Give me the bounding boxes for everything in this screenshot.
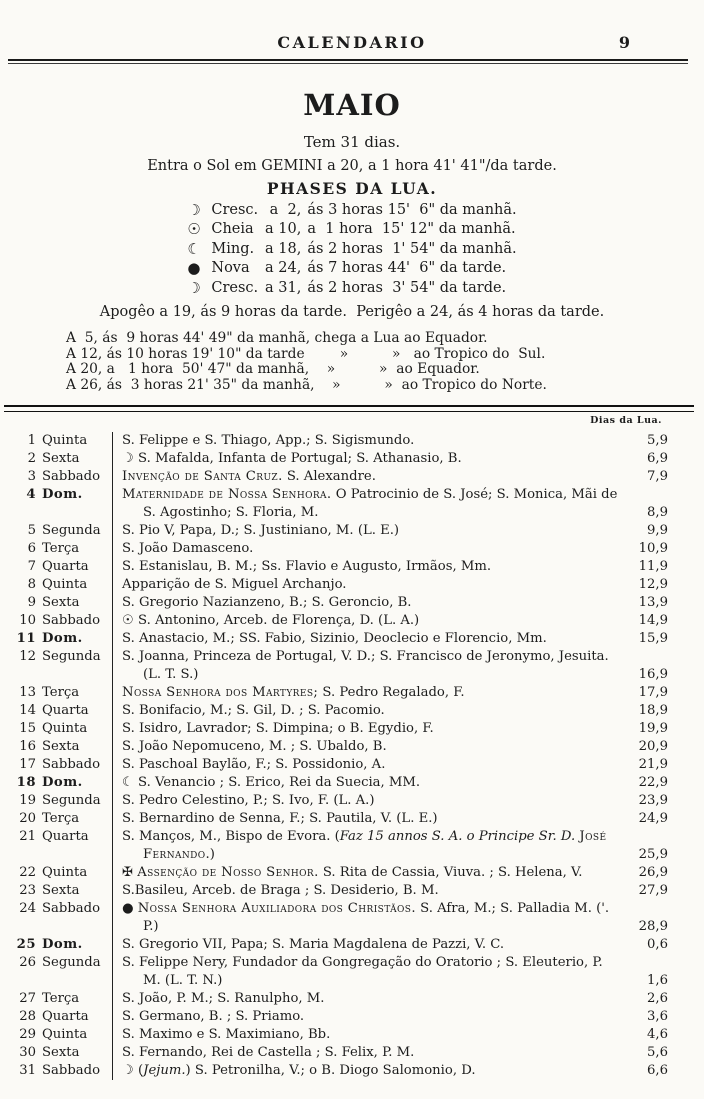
- phase-day: a 10,: [265, 221, 302, 238]
- moon-phase-line: [187, 259, 516, 278]
- calendar-row: [6, 630, 668, 648]
- calendar-row: [6, 738, 668, 756]
- moon-day-value: 2,6: [647, 991, 668, 1007]
- cross-icon: ✠: [122, 865, 138, 881]
- calendar-row: [6, 864, 668, 882]
- weekday-name: Sexta: [42, 595, 80, 611]
- table-top-rule: [4, 405, 694, 412]
- calendar-row: [6, 486, 668, 522]
- feast-description: S. Manços, M., Bispo de Evora. (Faz 15 annos S. A. o Principe Sr. D. José Fernando.): [112, 828, 624, 864]
- calendar-row: [6, 810, 668, 828]
- calendar-row: [6, 648, 668, 684]
- weekday-name: Dom.: [42, 937, 83, 953]
- lunar-position-line: A 20, a 1 hora 50' 47" da manhã, » » ao Equador.: [66, 361, 480, 378]
- moon-phases-title: PHASES DA LUA.: [266, 179, 438, 198]
- weekday-name: Sexta: [42, 1045, 80, 1061]
- calendar-row: [6, 792, 668, 810]
- running-head: [0, 0, 704, 55]
- lunar-positions-block: [66, 331, 704, 393]
- calendar-row: [6, 612, 668, 630]
- moon-day-value: 5,6: [647, 1045, 668, 1061]
- feast-description: Invenção de Santa Cruz. S. Alexandre.: [112, 468, 624, 486]
- weekday-name: Quarta: [42, 1009, 89, 1025]
- moon-day-value: 20,9: [638, 739, 668, 755]
- weekday-name: Sabbado: [42, 469, 101, 485]
- phase-time: a 1 hora 15' 12" da manhã.: [307, 221, 516, 238]
- moon-phases-list: [187, 201, 516, 298]
- calendar-table: [6, 432, 668, 1080]
- day-number: 22: [19, 865, 36, 881]
- moon-day-value: 21,9: [638, 757, 668, 773]
- waxing-crescent-moon-icon: ☽: [122, 451, 139, 467]
- moon-day-value: 15,9: [638, 631, 668, 647]
- feast-description: S. Felippe e S. Thiago, App.; S. Sigismundo.: [112, 432, 624, 450]
- moon-phase-line: [187, 201, 516, 220]
- day-number: 29: [19, 1027, 36, 1043]
- feast-description: ☽ S. Mafalda, Infanta de Portugal; S. Athanasio, B.: [112, 450, 624, 468]
- weekday-name: Dom.: [42, 631, 83, 647]
- moon-day-value: 27,9: [638, 883, 668, 899]
- day-number: 18: [16, 775, 36, 791]
- moon-day-value: 12,9: [638, 577, 668, 593]
- month-title: MAIO: [303, 88, 401, 122]
- moon-day-value: 4,6: [647, 1027, 668, 1043]
- month-days-count: Tem 31 dias.: [303, 133, 401, 151]
- phase-time: ás 2 horas 1' 54" da manhã.: [307, 240, 517, 257]
- weekday-name: Sabbado: [42, 613, 101, 629]
- day-number: 13: [19, 685, 36, 701]
- calendar-row: [6, 1008, 668, 1026]
- calendar-row: [6, 450, 668, 468]
- phase-name: Cresc.: [211, 279, 259, 296]
- new-moon-icon: ●: [122, 901, 138, 917]
- calendar-row: [6, 936, 668, 954]
- moon-phase-line: [187, 240, 516, 259]
- calendar-row: [6, 954, 668, 990]
- feast-description: S. Germano, B. ; S. Priamo.: [112, 1008, 624, 1026]
- weekday-name: Terça: [42, 811, 80, 827]
- day-number: 6: [27, 541, 36, 557]
- moon-day-value: 1,6: [647, 973, 668, 989]
- feast-description: S. Bernardino de Senna, F.; S. Pautila, V. (L. E.): [112, 810, 624, 828]
- weekday-name: Quarta: [42, 703, 89, 719]
- moon-day-value: 26,9: [638, 865, 668, 881]
- moon-phase-line: [187, 220, 516, 239]
- lunar-position-line: A 5, ás 9 horas 44' 49" da manhã, chega a Lua ao Equador.: [66, 330, 488, 347]
- weekday-name: Sexta: [42, 739, 80, 755]
- moon-day-value: 18,9: [638, 703, 668, 719]
- calendar-row: [6, 522, 668, 540]
- moon-day-value: 28,9: [638, 919, 668, 935]
- feast-description: ☾ S. Venancio ; S. Erico, Rei da Suecia, MM.: [112, 774, 624, 792]
- phase-time: ás 3 horas 15' 6" da manhã.: [307, 202, 517, 218]
- calendar-row: [6, 774, 668, 792]
- phase-day: a 31,: [265, 279, 302, 296]
- weekday-name: Terça: [42, 541, 80, 557]
- weekday-name: Quinta: [42, 1027, 88, 1043]
- day-number: 4: [26, 487, 36, 503]
- new-moon-icon: ●: [187, 259, 201, 278]
- calendar-row: [6, 576, 668, 594]
- day-number: 20: [19, 811, 36, 827]
- feast-description: S. Bonifacio, M.; S. Gil, D. ; S. Pacomio.: [112, 702, 624, 720]
- phase-name: Nova: [211, 260, 250, 277]
- day-number: 17: [19, 757, 36, 773]
- calendar-row: [6, 468, 668, 486]
- weekday-name: Sabbado: [42, 901, 101, 917]
- calendar-row: [6, 756, 668, 774]
- weekday-name: Quinta: [42, 577, 88, 593]
- weekday-name: Quinta: [42, 433, 88, 449]
- weekday-name: Sabbado: [42, 1063, 101, 1079]
- feast-description: S. Paschoal Baylão, F.; S. Possidonio, A.: [112, 756, 624, 774]
- phase-time: ás 7 horas 44' 6" da tarde.: [307, 260, 507, 277]
- day-number: 2: [27, 451, 36, 467]
- feast-description: S. Pedro Celestino, P.; S. Ivo, F. (L. A.): [112, 792, 624, 810]
- feast-description: Nossa Senhora dos Martyres; S. Pedro Regalado, F.: [112, 684, 624, 702]
- calendar-row: [6, 1062, 668, 1080]
- day-number: 3: [27, 469, 36, 485]
- weekday-name: Quarta: [42, 559, 89, 575]
- weekday-name: Sexta: [42, 451, 80, 467]
- feast-description: S. Gregorio VII, Papa; S. Maria Magdalena de Pazzi, V. C.: [112, 936, 624, 954]
- weekday-name: Segunda: [42, 649, 101, 665]
- weekday-name: Segunda: [42, 793, 101, 809]
- feast-description: Apparição de S. Miguel Archanjo.: [112, 576, 624, 594]
- day-number: 5: [27, 523, 36, 539]
- weekday-name: Segunda: [42, 523, 101, 539]
- phase-name: Cheia: [211, 221, 254, 238]
- feast-description: S. Gregorio Nazianzeno, B.; S. Geroncio, B.: [112, 594, 624, 612]
- waxing-crescent-moon-icon: ☽: [122, 1063, 139, 1079]
- feast-description: S. Estanislau, B. M.; Ss. Flavio e Augusto, Irmãos, Mm.: [112, 558, 624, 576]
- moon-day-value: 22,9: [638, 775, 668, 791]
- day-number: 7: [27, 559, 36, 575]
- phase-day: a 18,: [265, 240, 302, 257]
- moon-day-value: 19,9: [638, 721, 668, 737]
- moon-day-value: 14,9: [638, 613, 668, 629]
- feast-description: S. João, P. M.; S. Ranulpho, M.: [112, 990, 624, 1008]
- day-number: 30: [19, 1045, 36, 1061]
- moon-day-value: 11,9: [638, 559, 668, 575]
- weekday-name: Quarta: [42, 829, 89, 845]
- feast-description: S. Pio V, Papa, D.; S. Justiniano, M. (L. E.): [112, 522, 624, 540]
- sun-entry-line: Entra o Sol em GEMINI a 20, a 1 hora 41' 41"/da tarde.: [147, 158, 557, 174]
- day-number: 31: [19, 1063, 36, 1079]
- feast-description: ✠ Assenção de Nosso Senhor. S. Rita de Cassia, Viuva. ; S. Helena, V.: [112, 864, 624, 882]
- feast-description: S. Isidro, Lavrador; S. Dimpina; o B. Egydio, F.: [112, 720, 624, 738]
- feast-description: ☽ (Jejum.) S. Petronilha, V.; o B. Diogo Salomonio, D.: [112, 1062, 624, 1080]
- phase-name: Cresc.: [211, 202, 259, 218]
- feast-description: S.Basileu, Arceb. de Braga ; S. Desiderio, B. M.: [112, 882, 624, 900]
- waning-moon-icon: ☾: [122, 775, 139, 791]
- feast-description: S. Maximo e S. Maximiano, Bb.: [112, 1026, 624, 1044]
- moon-day-value: 13,9: [638, 595, 668, 611]
- calendar-row: [6, 900, 668, 936]
- day-number: 11: [16, 631, 36, 647]
- apogee-perigee-line: Apogêo a 19, ás 9 horas da tarde. Perigêo a 24, ás 4 horas da tarde.: [99, 304, 605, 321]
- header-rule: [8, 59, 688, 64]
- calendar-row: [6, 684, 668, 702]
- day-number: 28: [19, 1009, 36, 1025]
- calendar-row: [6, 594, 668, 612]
- calendar-row: [6, 828, 668, 864]
- moon-day-value: 24,9: [638, 811, 668, 827]
- weekday-name: Quinta: [42, 721, 88, 737]
- feast-description: S. Anastacio, M.; SS. Fabio, Sizinio, Deoclecio e Florencio, Mm.: [112, 630, 624, 648]
- moon-day-value: 0,6: [647, 937, 668, 953]
- feast-description: ☉ S. Antonino, Arceb. de Florença, D. (L. A.): [112, 612, 624, 630]
- calendar-row: [6, 1044, 668, 1062]
- feast-description: S. João Damasceno.: [112, 540, 624, 558]
- moon-day-value: 10,9: [638, 541, 668, 557]
- weekday-name: Sexta: [42, 883, 80, 899]
- moon-days-column-header: Dias da Lua.: [590, 415, 662, 427]
- calendar-row: [6, 540, 668, 558]
- phase-day: a 24,: [265, 260, 302, 277]
- phase-time: ás 2 horas 3' 54" da tarde.: [307, 279, 507, 296]
- moon-day-value: 23,9: [638, 793, 668, 809]
- calendar-row: [6, 432, 668, 450]
- weekday-name: Terça: [42, 685, 80, 701]
- moon-day-value: 3,6: [647, 1009, 668, 1025]
- phase-day: a 2,: [269, 202, 302, 218]
- day-number: 25: [16, 937, 36, 953]
- waxing-crescent-moon-icon: ☽: [187, 278, 201, 297]
- moon-day-value: 17,9: [638, 685, 668, 701]
- day-number: 19: [19, 793, 36, 809]
- day-number: 23: [19, 883, 36, 899]
- lunar-position-line: A 12, ás 10 horas 19' 10" da tarde » » ao Tropico do Sul.: [66, 345, 546, 362]
- day-number: 9: [27, 595, 36, 611]
- weekday-name: Dom.: [42, 487, 83, 503]
- weekday-name: Terça: [42, 991, 80, 1007]
- calendar-row: [6, 720, 668, 738]
- lunar-position-line: A 26, ás 3 horas 21' 35" da manhã, » » ao Tropico do Norte.: [66, 376, 547, 393]
- full-moon-icon: ☉: [122, 613, 139, 629]
- day-number: 27: [19, 991, 36, 1007]
- day-number: 10: [19, 613, 36, 629]
- weekday-name: Dom.: [42, 775, 83, 791]
- day-number: 12: [19, 649, 36, 665]
- calendar-row: [6, 990, 668, 1008]
- moon-phase-line: [187, 279, 516, 298]
- day-number: 1: [27, 433, 36, 449]
- day-number: 16: [19, 739, 36, 755]
- moon-day-value: 8,9: [647, 505, 668, 521]
- full-moon-icon: ☉: [187, 220, 201, 239]
- feast-description: S. João Nepomuceno, M. ; S. Ubaldo, B.: [112, 738, 624, 756]
- day-number: 14: [19, 703, 36, 719]
- feast-description: S. Felippe Nery, Fundador da Gongregação do Oratorio ; S. Eleuterio, P. M. (L. T. N.): [112, 954, 624, 990]
- phase-name: Ming.: [211, 240, 255, 257]
- day-number: 26: [19, 955, 36, 971]
- page-number: 9: [618, 33, 630, 52]
- day-number: 8: [27, 577, 36, 593]
- weekday-name: Sabbado: [42, 757, 101, 773]
- calendar-row: [6, 702, 668, 720]
- waxing-crescent-moon-icon: ☽: [187, 201, 201, 219]
- moon-day-value: 9,9: [647, 523, 668, 539]
- weekday-name: Quinta: [42, 865, 88, 881]
- moon-day-value: 5,9: [647, 433, 668, 449]
- day-number: 21: [19, 829, 36, 845]
- calendar-row: [6, 1026, 668, 1044]
- moon-day-value: 25,9: [638, 847, 668, 863]
- weekday-name: Segunda: [42, 955, 101, 971]
- page-title: CALENDARIO: [277, 33, 427, 52]
- moon-day-value: 6,9: [647, 451, 668, 467]
- moon-day-value: 16,9: [638, 667, 668, 683]
- day-number: 24: [19, 901, 36, 917]
- feast-description: S. Joanna, Princeza de Portugal, V. D.; S. Francisco de Jeronymo, Jesuita. (L. T. S.): [112, 648, 624, 684]
- calendar-row: [6, 882, 668, 900]
- feast-description: ● Nossa Senhora Auxiliadora dos Christãos. S. Afra, M.; S. Palladia M. ('. P.): [112, 900, 624, 936]
- calendar-row: [6, 558, 668, 576]
- day-number: 15: [19, 721, 36, 737]
- waning-moon-icon: ☾: [187, 239, 201, 258]
- feast-description: S. Fernando, Rei de Castella ; S. Felix, P. M.: [112, 1044, 624, 1062]
- moon-day-value: 6,6: [647, 1063, 668, 1079]
- feast-description: Maternidade de Nossa Senhora. O Patrocinio de S. José; S. Monica, Mãi de S. Agostinho; S. Floria, M.: [112, 486, 624, 522]
- moon-day-value: 7,9: [647, 469, 668, 485]
